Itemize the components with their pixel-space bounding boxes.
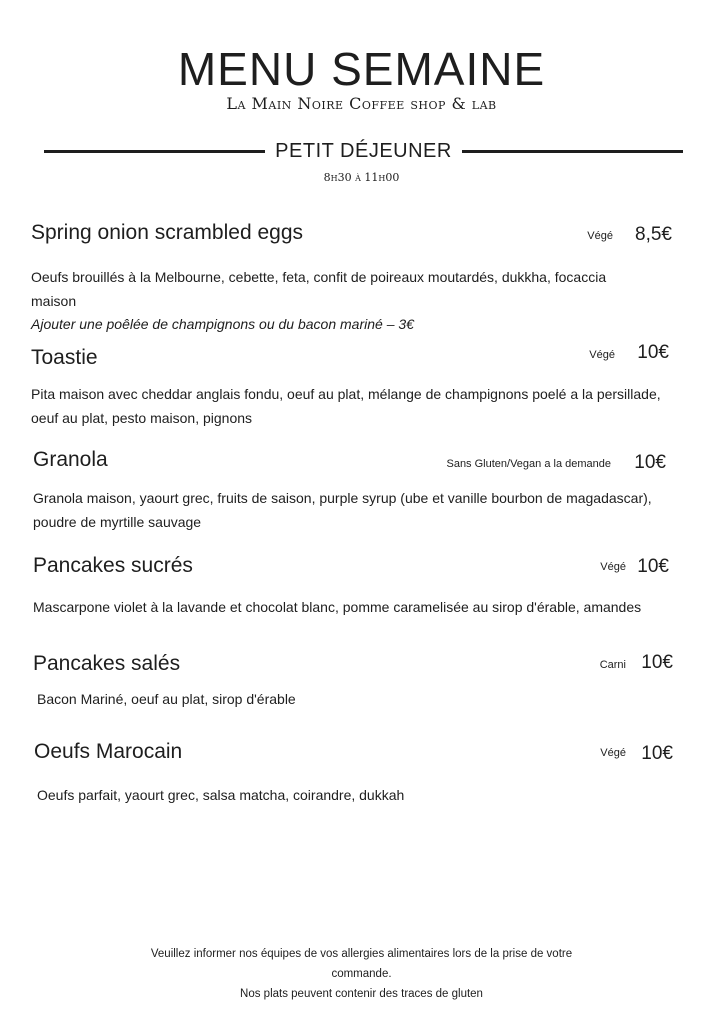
allergy-notice [0,944,723,1004]
item-description [31,265,651,335]
item-diet-tag: Végé [600,747,626,759]
item-extra-option: Ajouter une poêlée de champignons ou du bacon mariné – 3€ [31,316,414,332]
shop-name: La Main Noire Coffee shop & lab [226,94,497,113]
item-description: Pita maison avec cheddar anglais fondu, oeuf au plat, mélange de champignons poelé a la persillade, oeuf au plat, pesto maison, pignons [31,386,661,426]
item-diet-tag: Carni [599,659,626,671]
item-price: 10€ [637,342,669,363]
item-price: 10€ [637,556,669,577]
item-diet-tag: Végé [600,561,626,573]
item-description: Mascarpone violet à la lavande et chocolat blanc, pomme caramelisée au sirop d'érable, amandes [33,599,642,615]
item-diet-tag: Végé [589,349,615,361]
section-title: PETIT DÉJEUNER [275,139,452,162]
item-price: 10€ [641,652,673,673]
item-price: 10€ [634,452,666,473]
allergy-notice-line: commande. [331,968,392,980]
section-heading [44,138,683,164]
item-diet-tag: Végé [587,230,613,242]
item-description-text: Oeufs brouillés à la Melbourne, cebette, feta, confit de poireaux moutardés, dukkha, focaccia maison [31,269,607,309]
item-description: Bacon Mariné, oeuf au plat, sirop d'érable [37,691,296,707]
item-price: 10€ [641,743,673,764]
item-name: Pancakes sucrés [33,554,193,577]
item-name: Pancakes salés [33,652,181,675]
item-price: 8,5€ [635,224,672,245]
item-name: Oeufs Marocain [34,740,183,763]
item-name: Spring onion scrambled eggs [31,221,303,244]
section-hours: 8h30 à 11h00 [323,171,400,184]
menu-title: MENU SEMAINE [177,43,546,95]
item-diet-tag: Sans Gluten/Vegan a la demande [446,458,611,470]
item-description: Oeufs parfait, yaourt grec, salsa matcha, coirandre, dukkah [37,787,405,803]
gluten-notice: Nos plats peuvent contenir des traces de gluten [240,988,483,1000]
allergy-notice-line: Veuillez informer nos équipes de vos allergies alimentaires lors de la prise de votre [150,948,573,960]
section-rule-left [44,150,265,153]
item-name: Toastie [31,346,98,369]
item-description: Granola maison, yaourt grec, fruits de saison, purple syrup (ube et vanille bourbon de magadascar), poudre de myrtille sauvage [33,490,652,530]
item-name: Granola [33,448,108,471]
section-rule-right [462,150,683,153]
